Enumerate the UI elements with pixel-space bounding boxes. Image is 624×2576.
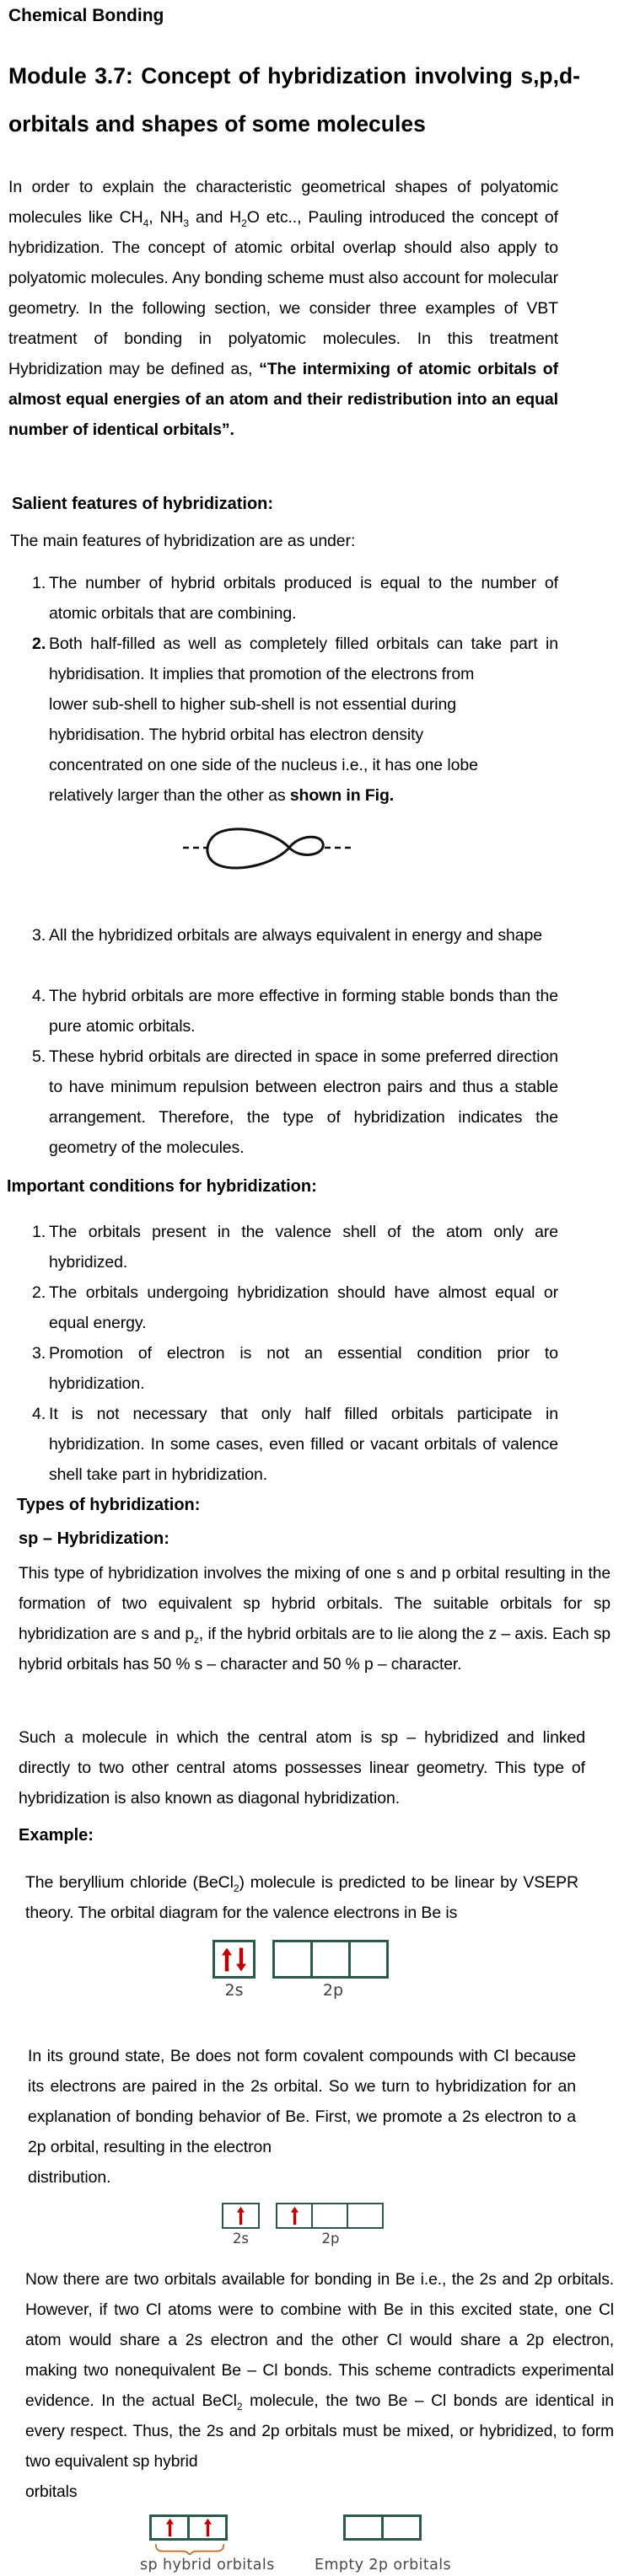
list-item xyxy=(32,1277,624,1338)
empty-2p-boxes xyxy=(343,2514,424,2541)
label-2s: 2s xyxy=(224,1981,244,2000)
sp-hybrid-orbitals-group xyxy=(140,2514,275,2573)
list-item xyxy=(32,629,624,811)
orbital-cell-up-electron xyxy=(187,2514,228,2541)
orbital-cell-up-electron xyxy=(276,2203,313,2229)
orbital-boxes-2p xyxy=(276,2203,384,2229)
heading-types-of-hybridization: Types of hybridization: xyxy=(17,1496,201,1514)
orbital-boxes-2p xyxy=(272,1940,389,1979)
list-item xyxy=(32,981,624,1042)
list-item-number: 5. xyxy=(32,1047,46,1066)
orbital-box-2s xyxy=(212,1940,256,1979)
list-item-text: Promotion of electron is not an essential condition prior to hybridization. xyxy=(49,1344,558,1393)
orbital-box-row xyxy=(222,2203,624,2229)
down-arrow-icon xyxy=(235,1947,247,1973)
list-item-number: 2. xyxy=(32,1283,46,1302)
heading-important-conditions: Important conditions for hybridization: xyxy=(7,1177,317,1196)
underbrace-icon xyxy=(149,2543,230,2555)
label-spacer xyxy=(256,1981,272,2000)
salient-lead-line: The main features of hybridization are as under: xyxy=(10,532,356,550)
orbital-box-row xyxy=(212,1940,624,1979)
label-sp-hybrid-orbitals: sp hybrid orbitals xyxy=(140,2557,275,2573)
list-item-text: The orbitals present in the valence shell of the atom only are hybridized. xyxy=(49,1223,558,1272)
list-item-number: 1. xyxy=(32,1223,46,1241)
orbital-cell-empty xyxy=(310,1940,351,1979)
up-arrow-icon xyxy=(203,2518,212,2537)
up-arrow-icon xyxy=(165,2518,175,2537)
list-item-text: The orbitals undergoing hybridization should have almost equal or equal energy. xyxy=(49,1283,558,1332)
module-heading: Module 3.7: Concept of hybridization involving s,p,d-orbitals and shapes of some molecules xyxy=(8,63,580,137)
example-ground-state-paragraph: In its ground state, Be does not form covalent compounds with Cl because its electrons are paired in the 2s orbital. So we turn to hybridization for an explanation of bonding behavior of Be. First, we promote a 2s electron to a 2p orbital, resulting in the electron distribution. xyxy=(28,2047,576,2187)
up-arrow-icon xyxy=(236,2206,245,2225)
heading-sp-hybridization: sp – Hybridization: xyxy=(19,1529,169,1548)
orbital-diagram-excited-state xyxy=(222,2203,624,2247)
list-item-number: 4. xyxy=(32,987,46,1005)
list-item-text: It is not necessary that only half filled orbitals participate in hybridization. In some cases, even filled or vacant orbitals of valence shell take part in hybridization. xyxy=(49,1405,558,1484)
example-intro-paragraph: The beryllium chloride (BeCl$_2$) molecule is predicted to be linear by VSEPR theory. The orbital diagram for the valence electrons in Be is xyxy=(25,1873,578,1922)
label-2p: 2p xyxy=(321,2231,340,2247)
intro-paragraph: In order to explain the characteristic geometrical shapes of polyatomic molecules like $CH_4$, $NH_3$ and $H_2O$ etc.., Pauling introduced the concept of hybridization. The concept of atomic orbital overlap should also apply to polyatomic molecules. Any bonding scheme must also account for molecular geometry. In the following section, we consider three examples of VBT treatment of bonding in polyatomic molecules. In this treatment Hybridization may be defined as, “The intermixing of atomic orbitals of almost equal energies of an atom and their redistribution into an equal number of identical orbitals”. xyxy=(8,178,558,439)
label-2s: 2s xyxy=(232,2231,250,2247)
orbital-cell-empty xyxy=(348,1940,389,1979)
hybrid-diagram-row xyxy=(0,2514,624,2573)
doc-title: Chemical Bonding xyxy=(8,6,164,25)
list-item xyxy=(32,568,624,629)
orbital-cell-up-electron xyxy=(149,2514,190,2541)
list-item xyxy=(32,1217,624,1277)
list-item-text: These hybrid orbitals are directed in space in some preferred direction to have minimum repulsion between electron pairs and thus a stable arrangement. Therefore, the type of hybridization indicates the geometry of the molecules. xyxy=(49,1047,558,1157)
sp-description-paragraph: This type of hybridization involves the mixing of one s and p orbital resulting in the formation of two equivalent sp hybrid orbitals. The suitable orbitals for sp hybridization are s and $p_z$, if the hybrid orbitals are to lie along the z – axis. Each sp hybrid orbitals has 50 % s – character and 50 % p – character. xyxy=(19,1565,611,1674)
list-item-number: 4. xyxy=(32,1405,46,1423)
orbital-labels-row xyxy=(212,1981,624,2000)
list-item-text: The hybrid orbitals are more effective in forming stable bonds than the pure atomic orbitals. xyxy=(49,987,558,1036)
orbital-diagram-sp-hybrid xyxy=(0,2514,624,2572)
list-item xyxy=(32,1399,624,1490)
list-item-text: Both half-filled as well as completely filled orbitals can take part in hybridisation. It implies that promotion of the electrons from lower sub-shell to higher sub-shell is not essential during hybridisation. The hybrid orbital has electron density concentrated on one side of the nucleus i.e., it has one lobe relatively larger than the other as shown in Fig. xyxy=(49,635,558,805)
hybrid-orbital-lobe-drawing xyxy=(181,822,356,873)
orbital-lobe-figure xyxy=(181,822,356,907)
list-item-text: The number of hybrid orbitals produced is equal to the number of atomic orbitals that are combining. xyxy=(49,574,558,623)
list-item-number: 3. xyxy=(32,926,46,945)
empty-2p-orbitals-group xyxy=(315,2514,452,2573)
salient-list-part1 xyxy=(32,568,624,811)
orbital-labels-row xyxy=(222,2231,624,2247)
list-item xyxy=(32,920,624,981)
conditions-list xyxy=(32,1217,624,1490)
orbital-cell-empty xyxy=(347,2203,384,2229)
up-arrow-icon xyxy=(290,2206,299,2225)
orbital-cell-empty xyxy=(311,2203,348,2229)
sp-hybrid-boxes xyxy=(149,2514,230,2541)
heading-example: Example: xyxy=(19,1826,94,1845)
orbital-box-2s xyxy=(222,2203,260,2229)
small-lobe xyxy=(289,837,323,854)
up-arrow-icon xyxy=(221,1947,233,1973)
orbital-diagram-ground-state xyxy=(212,1940,624,2011)
list-item-number: 1. xyxy=(32,574,46,592)
list-item-text: All the hybridized orbitals are always equivalent in energy and shape xyxy=(49,926,542,945)
list-item xyxy=(32,1338,624,1399)
list-item-number: 3. xyxy=(32,1344,46,1363)
orbital-cell-empty xyxy=(272,1940,313,1979)
large-lobe xyxy=(207,829,289,868)
heading-salient-features: Salient features of hybridization: xyxy=(12,495,274,513)
salient-list-part2 xyxy=(32,920,624,1163)
orbital-cell-empty xyxy=(343,2514,384,2541)
orbital-cell-empty xyxy=(381,2514,422,2541)
label-2p: 2p xyxy=(322,1981,344,2000)
example-hybridization-paragraph: Now there are two orbitals available for bonding in Be i.e., the 2s and 2p orbitals. However, if two Cl atoms were to combine with Be in this excited state, one Cl atom would share a 2s electron and the other Cl would share a 2p electron, making two nonequivalent Be – Cl bonds. This scheme contradicts experimental evidence. In the actual BeCl$_2$ molecule, the two Be – Cl bonds are identical in every respect. Thus, the 2s and 2p orbitals must be mixed, or hybridized, to form two equivalent sp hybrid orbitals xyxy=(25,2271,614,2501)
label-empty-2p-orbitals: Empty 2p orbitals xyxy=(315,2557,452,2573)
sp-geometry-paragraph: Such a molecule in which the central atom is sp – hybridized and linked directly to two other central atoms possesses linear geometry. This type of hybridization is also known as diagonal hybridization. xyxy=(19,1728,585,1807)
list-item xyxy=(32,1042,624,1163)
list-item-number: 2. xyxy=(32,635,46,653)
label-spacer xyxy=(260,2231,276,2247)
